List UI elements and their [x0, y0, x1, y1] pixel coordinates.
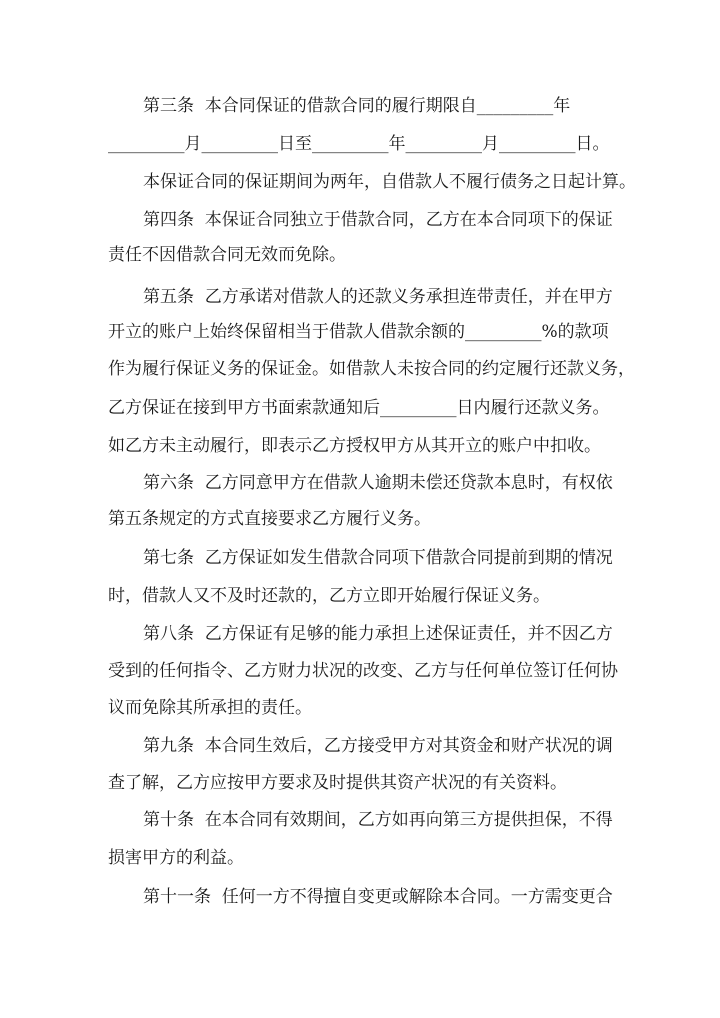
text-line: 如乙方未主动履行，即表示乙方授权甲方从其开立的账户中扣收。 — [108, 436, 601, 456]
text-line: 本保证合同的保证期间为两年，自借款人不履行债务之日起计算。 — [143, 172, 636, 192]
text-line: 第十条 在本合同有效期间，乙方如再向第三方提供担保，不得 — [143, 810, 613, 830]
text-line: 第六条 乙方同意甲方在借款人逾期未偿还贷款本息时，有权依 — [143, 473, 613, 493]
text-line: 作为履行保证义务的保证金。如借款人未按合同的约定履行还款义务， — [108, 359, 635, 379]
text-line: 第五条规定的方式直接要求乙方履行义务。 — [108, 509, 431, 529]
text-line: 受到的任何指令、乙方财力状况的改变、乙方与任何单位签订任何协 — [108, 661, 618, 681]
text-line: 第九条 本合同生效后，乙方接受甲方对其资金和财产状况的调 — [143, 736, 613, 756]
text-line: 第三条 本合同保证的借款合同的履行期限自_________年 — [143, 96, 571, 116]
text-line: 查了解，乙方应按甲方要求及时提供其资产状况的有关资料。 — [108, 773, 567, 793]
text-line: 第五条 乙方承诺对借款人的还款义务承担连带责任，并在甲方 — [143, 287, 613, 307]
text-line: 第十一条 任何一方不得擅自变更或解除本合同。一方需变更合 — [143, 887, 613, 907]
text-line: 第八条 乙方保证有足够的能力承担上述保证责任，并不因乙方 — [143, 624, 613, 644]
text-line: 乙方保证在接到甲方书面索款通知后_________日内履行还款义务。 — [108, 398, 610, 418]
text-line: 损害甲方的利益。 — [108, 848, 244, 868]
text-line: 时，借款人又不及时还款的，乙方立即开始履行保证义务。 — [108, 586, 550, 606]
text-line: 责任不因借款合同无效而免除。 — [108, 245, 346, 265]
text-line: 议而免除其所承担的责任。 — [108, 698, 312, 718]
text-line: 第四条 本保证合同独立于借款合同，乙方在本合同项下的保证 — [143, 210, 613, 230]
text-line: 第七条 乙方保证如发生借款合同项下借款合同提前到期的情况 — [143, 548, 613, 568]
text-line: _________月_________日至_________年_________月_________日。 — [108, 134, 610, 154]
text-line: 开立的账户上始终保留相当于借款人借款余额的_________%的款项 — [108, 322, 609, 342]
